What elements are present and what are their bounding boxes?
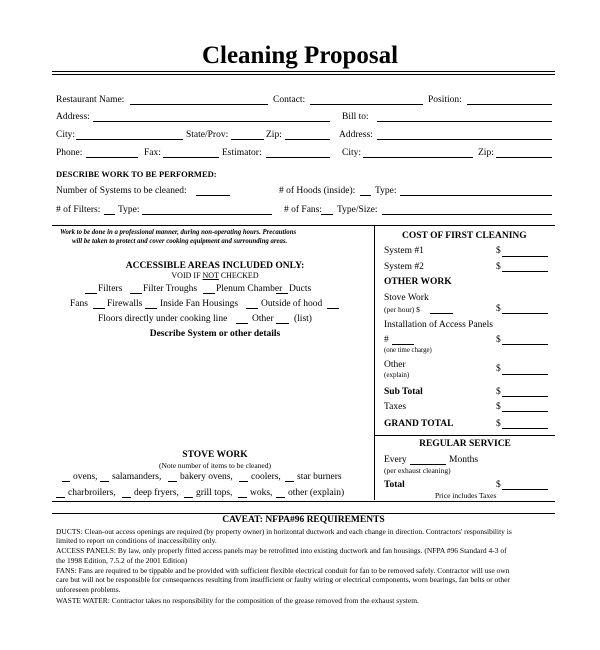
list-label: (list): [294, 314, 312, 324]
phone-field[interactable]: [86, 157, 138, 158]
star-burners-label: star burners: [297, 472, 342, 482]
page-title: Cleaning Proposal: [201, 42, 399, 69]
regular-service-heading: REGULAR SERVICE: [419, 439, 511, 449]
other-cost-amount[interactable]: [502, 374, 548, 375]
ducts-check[interactable]: [276, 293, 288, 294]
state-prov-field[interactable]: [231, 139, 264, 140]
regular-total-amount[interactable]: [502, 489, 548, 490]
price-includes-taxes-note: Price includes Taxes: [435, 491, 497, 500]
star-burners-count[interactable]: [285, 481, 294, 482]
access-panels-count[interactable]: [392, 344, 414, 345]
explain-note: (explain): [384, 371, 410, 379]
stove-work-amount[interactable]: [502, 313, 548, 314]
describe-system-label: Describe System or other details: [149, 329, 281, 339]
taxes-amount[interactable]: [502, 411, 548, 412]
deep-fryers-count[interactable]: [122, 497, 131, 498]
other-cost-label: Other: [384, 360, 406, 370]
bakery-ovens-label: bakery ovens,: [180, 472, 233, 482]
phone-label: Phone:: [56, 148, 83, 158]
num-systems-label: Number of Systems to be cleaned:: [56, 186, 187, 196]
ducts-label: Ducts: [289, 284, 312, 294]
system1-label: System #1: [384, 246, 424, 256]
system2-label: System #2: [384, 262, 424, 272]
contact-label: Contact:: [273, 95, 306, 105]
regular-service-rule: [375, 435, 555, 436]
filter-troughs-check[interactable]: [130, 293, 142, 294]
stove-work-cost-label: Stove Work: [384, 293, 429, 303]
bill-to-field[interactable]: [377, 121, 552, 122]
city2-label: City:: [342, 148, 362, 158]
grill-tops-count[interactable]: [184, 497, 193, 498]
zip2-label: Zip:: [478, 148, 494, 158]
stove-work-currency: $: [496, 304, 501, 314]
grill-tops-label: grill tops,: [196, 488, 233, 498]
subtotal-currency: $: [496, 387, 501, 397]
filters-check[interactable]: [85, 293, 97, 294]
address2-field[interactable]: [377, 139, 552, 140]
taxes-label: Taxes: [384, 402, 407, 412]
other-label: Other: [252, 314, 274, 324]
deep-fryers-label: deep fryers,: [134, 488, 179, 498]
salamanders-label: salamanders,: [112, 472, 162, 482]
subtotal-label: Sub Total: [384, 387, 423, 397]
access-panels-label: Installation of Access Panels: [384, 320, 493, 330]
caveat-ducts-2: limited to report on conditions of inaccessibility only.: [56, 536, 217, 545]
hoods-type-field[interactable]: [400, 195, 552, 196]
system1-amount[interactable]: [502, 256, 548, 257]
charbroilers-label: charbroilers,: [68, 488, 116, 498]
zip-field[interactable]: [285, 139, 330, 140]
column-divider: [374, 226, 375, 500]
outside-of-hood-check[interactable]: [327, 308, 339, 309]
plenum-chamber-label: Plenum Chamber: [216, 284, 283, 294]
fans-label: Fans: [70, 299, 88, 309]
coolers-label: coolers,: [251, 472, 281, 482]
zip-label: Zip:: [266, 130, 282, 140]
woks-count[interactable]: [238, 497, 247, 498]
caveat-fans-1: FANS: Fans are required to be tippable and be provided with sufficient flexible electrical conduit for fan to be removed safely. Contractor will use own: [56, 566, 510, 575]
system2-currency: $: [496, 262, 501, 272]
bakery-ovens-count[interactable]: [168, 481, 177, 482]
salamanders-count[interactable]: [100, 481, 109, 482]
notice-line-1: Work to be done in a professional manner, during non-operating hours. Precautions: [60, 229, 297, 236]
fans-type-size-label: Type/Size:: [337, 205, 378, 215]
subtotal-amount[interactable]: [502, 396, 548, 397]
caveat-fans-3: unforeseen problems.: [56, 585, 121, 594]
address-field[interactable]: [93, 121, 330, 122]
city-field[interactable]: [76, 139, 183, 140]
other-count[interactable]: [276, 497, 285, 498]
num-fans-field[interactable]: [321, 214, 333, 215]
floors-check[interactable]: [236, 323, 248, 324]
estimator-label: Estimator:: [222, 148, 262, 158]
cost-heading: COST OF FIRST CLEANING: [402, 231, 527, 241]
access-panels-amount[interactable]: [502, 344, 548, 345]
stove-work-heading: STOVE WORK: [182, 450, 248, 460]
caveat-heading: CAVEAT: NFPA#96 REQUIREMENTS: [222, 515, 385, 525]
every-months-field[interactable]: [410, 464, 446, 465]
address-label: Address:: [56, 112, 90, 122]
num-hoods-field[interactable]: [360, 195, 371, 196]
firewalls-label: Firewalls: [107, 299, 143, 309]
other-work-heading: OTHER WORK: [384, 277, 452, 287]
grand-total-label: GRAND TOTAL: [384, 419, 454, 429]
restaurant-name-label: Restaurant Name:: [56, 95, 125, 105]
num-filters-field[interactable]: [104, 214, 115, 215]
fax-label: Fax:: [144, 148, 161, 158]
filters-type-label: Type:: [118, 205, 140, 215]
charbroilers-count[interactable]: [56, 497, 65, 498]
firewalls-check[interactable]: [145, 308, 157, 309]
access-panels-count-label: #: [384, 335, 389, 345]
grand-total-amount[interactable]: [502, 428, 548, 429]
caveat-panels-1: ACCESS PANELS: By law, only properly fitted access panels may be retrofitted into existing ductwork and fan housings. (NFPA #96 Standard 4-3 of: [56, 546, 507, 555]
caveat-ducts-1: DUCTS: Clean-out access openings are required (by property owner) in horizontal ductwork and each change in direction. Contractors' responsibility is: [56, 527, 512, 536]
grand-total-currency: $: [496, 419, 501, 429]
fax-field[interactable]: [163, 157, 219, 158]
title-rule-top: [52, 71, 555, 72]
months-label: Months: [449, 455, 479, 465]
other-explain-label: other (explain): [288, 488, 345, 498]
position-field[interactable]: [467, 104, 552, 105]
contact-field[interactable]: [310, 104, 423, 105]
inside-fan-housings-label: Inside Fan Housings: [160, 299, 239, 309]
caveat-rule-top: [52, 501, 555, 502]
fans-check[interactable]: [93, 308, 105, 309]
regular-total-label: Total: [384, 480, 405, 490]
city2-field[interactable]: [363, 157, 473, 158]
section-divider: [52, 225, 555, 226]
filters-type-field[interactable]: [142, 214, 272, 215]
every-label: Every: [384, 455, 407, 465]
restaurant-name-field[interactable]: [130, 104, 268, 105]
caveat-waste-water: WASTE WATER: Contractor takes no responsibility for the composition of the grease removed from the exhaust system.: [56, 596, 419, 605]
filter-troughs-label: Filter Troughs: [143, 284, 198, 294]
plenum-chamber-check[interactable]: [203, 293, 215, 294]
caveat-fans-2: care but will not be responsible for consequences resulting from insufficient or faulty wiring or electrical components, worn bearings, fan belts or other: [56, 575, 510, 584]
num-systems-field[interactable]: [196, 195, 230, 196]
access-panels-currency: $: [496, 335, 501, 345]
taxes-currency: $: [496, 402, 501, 412]
caveat-rule-bottom: [52, 513, 555, 514]
other-cost-currency: $: [496, 364, 501, 374]
per-exhaust-note: (per exhaust cleaning): [384, 466, 451, 475]
title-rule-bottom: [52, 74, 555, 75]
outside-of-hood-label: Outside of hood: [261, 299, 323, 309]
inside-fan-housings-check[interactable]: [246, 308, 258, 309]
hoods-type-label: Type:: [375, 186, 397, 196]
describe-work-heading: DESCRIBE WORK TO BE PERFORMED:: [56, 169, 217, 179]
num-hoods-label: # of Hoods (inside):: [279, 186, 356, 196]
system1-currency: $: [496, 246, 501, 256]
accessible-areas-heading: ACCESSIBLE AREAS INCLUDED ONLY:: [125, 261, 305, 271]
filters-label: Filters: [98, 284, 123, 294]
state-prov-label: State/Prov:: [186, 130, 229, 140]
position-label: Position:: [428, 95, 462, 105]
coolers-count[interactable]: [239, 481, 248, 482]
stove-work-note: (Note number of items to be cleaned): [158, 461, 272, 470]
per-hour-rate[interactable]: [430, 313, 453, 314]
address2-label: Address:: [339, 130, 373, 140]
floors-label: Floors directly under cooking line: [98, 314, 228, 324]
ovens-label: ovens,: [73, 472, 98, 482]
notice-line-2: will be taken to protect and cover cooking equipment and surrounding areas.: [72, 238, 288, 245]
other-check[interactable]: [276, 323, 289, 324]
ovens-count[interactable]: [62, 481, 70, 482]
estimator-field[interactable]: [266, 157, 330, 158]
per-hour-label: (per hour) $: [384, 305, 420, 314]
bill-to-label: Bill to:: [342, 112, 369, 122]
system2-amount[interactable]: [502, 271, 548, 272]
caveat-panels-2: the 1998 Edition, 7.5.2 of the 2001 Edition): [56, 556, 188, 565]
regular-total-currency: $: [496, 480, 501, 490]
city-label: City:: [56, 130, 76, 140]
zip2-field[interactable]: [496, 157, 552, 158]
one-time-charge-note: (one time charge): [384, 347, 432, 354]
woks-label: woks,: [250, 488, 273, 498]
fans-type-size-field[interactable]: [382, 214, 552, 215]
num-filters-label: # of Filters:: [56, 205, 101, 215]
num-fans-label: # of Fans:: [284, 205, 322, 215]
void-note: VOID IF NOT CHECKED: [171, 271, 259, 280]
